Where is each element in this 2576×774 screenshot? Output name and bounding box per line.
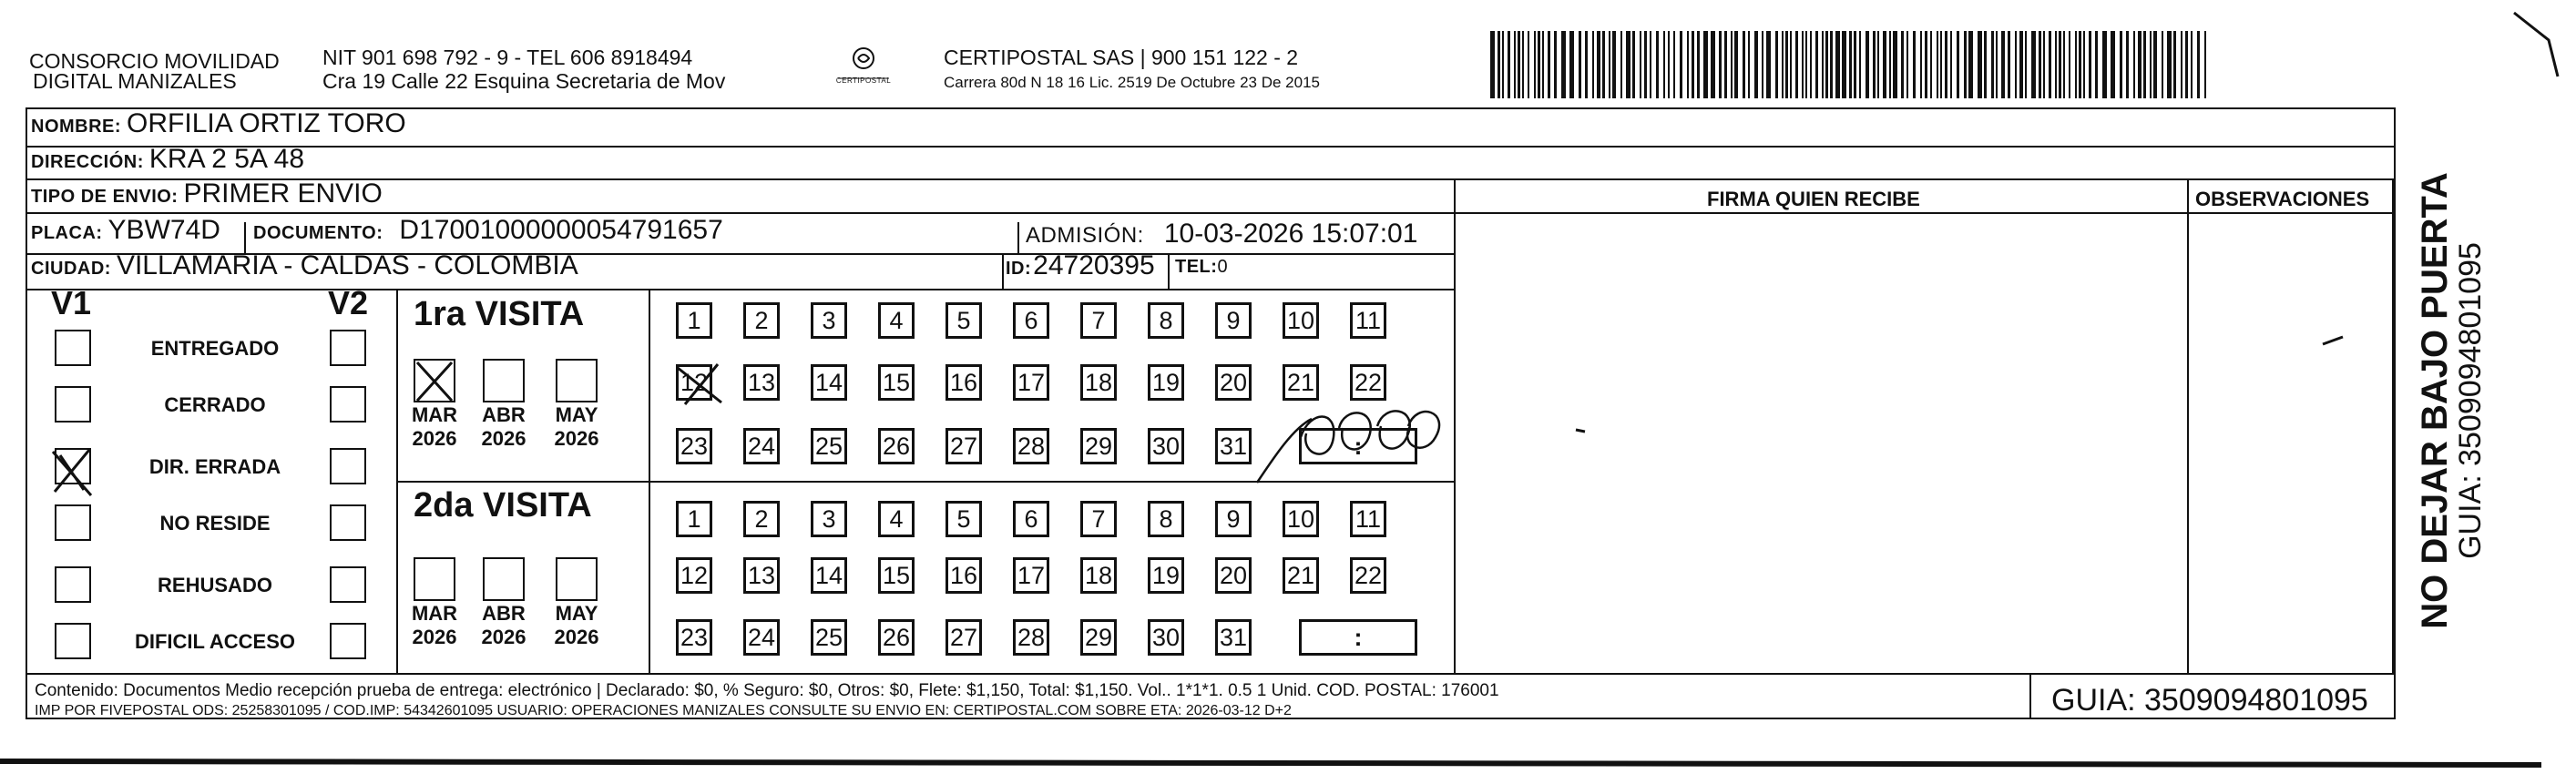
- second-visit-month-label: MAR: [411, 602, 458, 625]
- footer-line2: IMP POR FIVEPOSTAL ODS: 25258301095 / COD.IMP: 54342601095 USUARIO: OPERACIONES MANIZALES CONSULTE SU ENVIO EN: CERTIPOSTAL.COM SOBRE ETA: 2026-03-12 D+2: [35, 703, 1292, 718]
- second-visit-day-box[interactable]: 18: [1080, 557, 1117, 594]
- status-option-label: ENTREGADO: [150, 337, 280, 360]
- first-visit-day-box[interactable]: 19: [1148, 364, 1184, 401]
- second-visit-month-label: ABR: [482, 602, 526, 625]
- first-visit-day-box[interactable]: 3: [811, 302, 847, 339]
- tel-label: TEL:: [1175, 257, 1218, 277]
- ciudad-label: CIUDAD:: [31, 259, 111, 279]
- signature-dot: [1576, 430, 1585, 432]
- second-visit-day-box[interactable]: 31: [1215, 619, 1252, 656]
- v1-header: V1: [51, 284, 92, 321]
- first-visit-day-box[interactable]: 15: [878, 364, 915, 401]
- first-visit-day-box[interactable]: 21: [1283, 364, 1319, 401]
- second-visit-day-box[interactable]: 3: [811, 501, 847, 537]
- second-visit-day-box[interactable]: 11: [1350, 501, 1386, 537]
- second-visit-day-box[interactable]: 10: [1283, 501, 1319, 537]
- second-visit-day-box[interactable]: 29: [1080, 619, 1117, 656]
- first-visit-title: 1ra VISITA: [414, 295, 585, 333]
- second-visit-day-box[interactable]: 4: [878, 501, 915, 537]
- nombre-value: ORFILIA ORTIZ TORO: [127, 108, 406, 138]
- first-visit-day-box[interactable]: 31: [1215, 428, 1252, 464]
- first-visit-day-box[interactable]: 2: [743, 302, 780, 339]
- documento-value: D17001000000054791657: [399, 215, 723, 245]
- second-visit-day-box[interactable]: 16: [946, 557, 982, 594]
- first-visit-day-box[interactable]: 18: [1080, 364, 1117, 401]
- v2-header: V2: [328, 284, 369, 321]
- first-visit-day-box[interactable]: 12: [676, 364, 712, 401]
- first-visit-day-box[interactable]: 24: [743, 428, 780, 464]
- second-visit-day-box[interactable]: 30: [1148, 619, 1184, 656]
- id-value: 24720395: [1033, 250, 1155, 280]
- first-visit-day-box[interactable]: 11: [1350, 302, 1386, 339]
- first-visit-month-label: MAR: [411, 403, 458, 426]
- first-visit-day-box[interactable]: 29: [1080, 428, 1117, 464]
- second-visit-time-box[interactable]: :: [1299, 619, 1417, 656]
- first-visit-year-label: 2026: [481, 427, 526, 450]
- first-visit-day-box[interactable]: 25: [811, 428, 847, 464]
- sender-address: Cra 19 Calle 22 Esquina Secretaria de Mov: [322, 69, 726, 93]
- sender-nit: NIT 901 698 792 - 9 - TEL 606 8918494: [322, 46, 693, 69]
- status-option-label: NO RESIDE: [159, 512, 271, 535]
- first-visit-day-box[interactable]: 1: [676, 302, 712, 339]
- id-label: ID:: [1006, 259, 1032, 279]
- second-visit-year-label: 2026: [412, 626, 457, 648]
- first-visit-month-label: ABR: [482, 403, 526, 426]
- logo-text: CERTIPOSTAL: [835, 76, 892, 85]
- second-visit-day-box[interactable]: 7: [1080, 501, 1117, 537]
- direccion-value: KRA 2 5A 48: [148, 144, 305, 174]
- second-visit-day-box[interactable]: 2: [743, 501, 780, 537]
- second-visit-day-box[interactable]: 8: [1148, 501, 1184, 537]
- second-visit-day-box[interactable]: 6: [1013, 501, 1049, 537]
- second-visit-day-box[interactable]: 1: [676, 501, 712, 537]
- first-visit-day-box[interactable]: 23: [676, 428, 712, 464]
- footer-guia: GUIA: 3509094801095: [2051, 683, 2368, 718]
- carrier-name: CERTIPOSTAL SAS | 900 151 122 - 2: [944, 46, 1299, 69]
- sender-name-line1: CONSORCIO MOVILIDAD: [29, 49, 280, 73]
- first-visit-day-box[interactable]: 4: [878, 302, 915, 339]
- first-visit-day-box[interactable]: 7: [1080, 302, 1117, 339]
- side-guia: GUIA: 3509094801095: [2453, 242, 2488, 559]
- ciudad-value: VILLAMARIA - CALDAS - COLOMBIA: [116, 250, 578, 280]
- check-dir-errada: [53, 450, 91, 495]
- second-visit-day-box[interactable]: 22: [1350, 557, 1386, 594]
- second-visit-day-box[interactable]: 15: [878, 557, 915, 594]
- status-option-label: CERRADO: [164, 393, 266, 416]
- status-option-label: DIR. ERRADA: [148, 455, 281, 478]
- admision-value: 10-03-2026 15:07:01: [1163, 219, 1418, 249]
- placa-label: PLACA:: [31, 223, 103, 243]
- side-text: [2416, 146, 2489, 656]
- first-visit-day-box[interactable]: 22: [1350, 364, 1386, 401]
- second-visit-day-box[interactable]: 25: [811, 619, 847, 656]
- first-visit-day-box[interactable]: 14: [811, 364, 847, 401]
- top-right-corner-mark: [2514, 13, 2558, 76]
- second-visit-title: 2da VISITA: [414, 486, 592, 524]
- second-visit-day-box[interactable]: 9: [1215, 501, 1252, 537]
- nombre-label: NOMBRE:: [31, 117, 122, 137]
- first-visit-day-box[interactable]: 6: [1013, 302, 1049, 339]
- first-visit-day-box[interactable]: 26: [878, 428, 915, 464]
- second-visit-day-box[interactable]: 27: [946, 619, 982, 656]
- second-visit-day-box[interactable]: 23: [676, 619, 712, 656]
- tel-value: 0: [1217, 257, 1229, 277]
- first-visit-time-box[interactable]: :: [1299, 428, 1417, 464]
- second-visit-day-box[interactable]: 26: [878, 619, 915, 656]
- second-visit-day-box[interactable]: 5: [946, 501, 982, 537]
- observaciones-header: OBSERVACIONES: [2195, 188, 2370, 210]
- documento-label: DOCUMENTO:: [253, 223, 383, 243]
- first-visit-day-box[interactable]: 30: [1148, 428, 1184, 464]
- status-option-label: REHUSADO: [158, 574, 272, 596]
- first-visit-month-label: MAY: [555, 403, 598, 426]
- second-visit-day-box[interactable]: 20: [1215, 557, 1252, 594]
- second-visit-year-label: 2026: [554, 626, 599, 648]
- footer-line1: Contenido: Documentos Medio recepción prueba de entrega: electrónico | Declarado: $0, % Seguro: $0, Otros: $0, Flete: $1,150, Total: $1,150. Vol.. 1*1*1. 0.5 1 Unid. COD. POSTAL: 176001: [35, 681, 1499, 700]
- second-visit-day-box[interactable]: 24: [743, 619, 780, 656]
- tipo-envio-value: PRIMER ENVIO: [183, 178, 383, 209]
- second-visit-day-box[interactable]: 14: [811, 557, 847, 594]
- second-visit-day-box[interactable]: 19: [1148, 557, 1184, 594]
- second-visit-day-box[interactable]: 21: [1283, 557, 1319, 594]
- first-visit-day-box[interactable]: 10: [1283, 302, 1319, 339]
- first-visit-day-box[interactable]: 20: [1215, 364, 1252, 401]
- status-option-label: DIFICIL ACCESO: [134, 630, 295, 653]
- placa-value: YBW74D: [107, 215, 220, 245]
- first-visit-day-box[interactable]: 28: [1013, 428, 1049, 464]
- carrier-license: Carrera 80d N 18 16 Lic. 2519 De Octubre 23 De 2015: [944, 74, 1320, 91]
- firma-header: FIRMA QUIEN RECIBE: [1707, 188, 1920, 210]
- first-visit-day-box[interactable]: 17: [1013, 364, 1049, 401]
- first-visit-day-box[interactable]: 8: [1148, 302, 1184, 339]
- check-day-12: [678, 364, 721, 404]
- handwritten-time-scribble: [1257, 411, 1439, 483]
- sender-name-line2: DIGITAL MANIZALES: [33, 69, 237, 93]
- side-warning: NO DEJAR BAJO PUERTA: [2415, 172, 2455, 629]
- first-visit-year-label: 2026: [554, 427, 599, 450]
- first-visit-day-box[interactable]: 5: [946, 302, 982, 339]
- second-visit-day-box[interactable]: 17: [1013, 557, 1049, 594]
- first-visit-day-box[interactable]: 16: [946, 364, 982, 401]
- second-visit-year-label: 2026: [481, 626, 526, 648]
- first-visit-year-label: 2026: [412, 427, 457, 450]
- second-visit-day-box[interactable]: 28: [1013, 619, 1049, 656]
- first-visit-day-box[interactable]: 27: [946, 428, 982, 464]
- check-mar-1ra: [417, 362, 452, 401]
- obs-mark: [2323, 337, 2343, 344]
- tipo-envio-label: TIPO DE ENVIO:: [31, 187, 179, 207]
- direccion-label: DIRECCIÓN:: [31, 152, 144, 172]
- first-visit-day-box[interactable]: 9: [1215, 302, 1252, 339]
- admision-label: ADMISIÓN:: [1026, 223, 1144, 248]
- second-visit-month-label: MAY: [555, 602, 598, 625]
- second-visit-day-box[interactable]: 12: [676, 557, 712, 594]
- second-visit-day-box[interactable]: 13: [743, 557, 780, 594]
- first-visit-day-box[interactable]: 13: [743, 364, 780, 401]
